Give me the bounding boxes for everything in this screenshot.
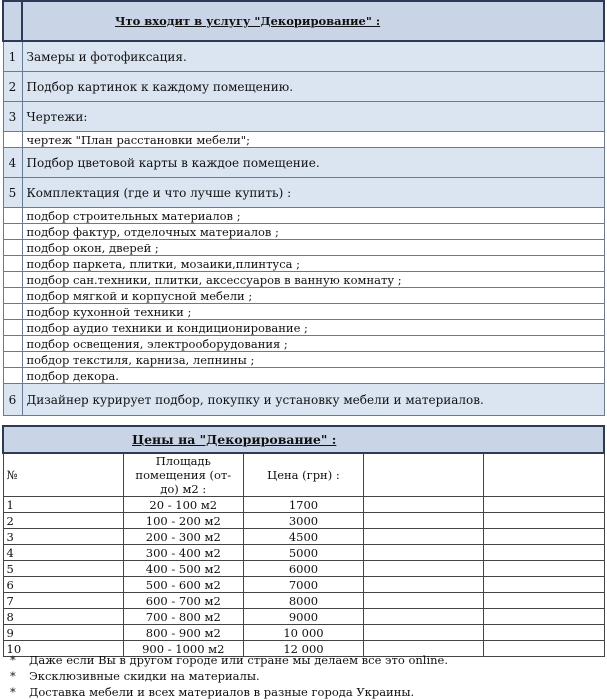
service-subitem-text: подбор освещения, электрооборудования ;	[22, 336, 604, 352]
price-row-price: 4500	[243, 529, 363, 545]
service-number	[3, 320, 22, 336]
price-row-area: 100 - 200 м2	[123, 513, 243, 529]
service-subrow	[3, 320, 604, 336]
service-row	[3, 148, 604, 178]
service-subitem-text: подбор декора.	[22, 368, 604, 384]
services-header-row	[3, 1, 604, 41]
price-row-area: 20 - 100 м2	[123, 497, 243, 513]
service-number	[3, 352, 22, 368]
price-row-empty-2	[484, 545, 604, 561]
service-number: 4	[3, 148, 22, 178]
price-row-price: 9000	[243, 609, 363, 625]
price-row-empty-1	[364, 609, 484, 625]
service-subrow	[3, 208, 604, 224]
service-number	[3, 208, 22, 224]
price-row-num: 5	[3, 561, 123, 577]
col-header-empty-1	[364, 453, 484, 497]
service-subrow	[3, 256, 604, 272]
service-number: 6	[3, 384, 22, 416]
price-row-empty-1	[364, 529, 484, 545]
note-bullet: *	[10, 669, 16, 683]
prices-title: Цены на "Декорирование" :	[3, 426, 604, 453]
price-row-num: 6	[3, 577, 123, 593]
price-row-empty-2	[484, 641, 604, 657]
service-subrow	[3, 352, 604, 368]
service-subitem-text: подбор мягкой и корпусной мебели ;	[22, 288, 604, 304]
price-row-empty-1	[364, 593, 484, 609]
price-row-empty-1	[364, 625, 484, 641]
price-row	[3, 625, 604, 641]
service-number: 2	[3, 72, 22, 102]
price-row-empty-2	[484, 593, 604, 609]
price-row-num: 4	[3, 545, 123, 561]
price-row	[3, 561, 604, 577]
service-subitem-text: подбор аудио техники и кондиционирование ;	[22, 320, 604, 336]
service-row	[3, 384, 604, 416]
service-text: Комплектация (где и что лучше купить) :	[22, 178, 604, 208]
service-subrow	[3, 240, 604, 256]
price-row-empty-2	[484, 625, 604, 641]
price-row-area: 600 - 700 м2	[123, 593, 243, 609]
service-subrow	[3, 132, 604, 148]
price-row-empty-2	[484, 513, 604, 529]
service-number	[3, 132, 22, 148]
service-text: Дизайнер курирует подбор, покупку и установку мебели и материалов.	[22, 384, 604, 416]
services-table	[2, 0, 605, 416]
service-text: Замеры и фотофиксация.	[22, 41, 604, 72]
price-row-price: 8000	[243, 593, 363, 609]
service-number	[3, 224, 22, 240]
service-number	[3, 304, 22, 320]
service-subrow	[3, 288, 604, 304]
price-row	[3, 497, 604, 513]
note-item	[10, 668, 448, 684]
service-subitem-text: чертеж "План расстановки мебели";	[22, 132, 604, 148]
price-row-price: 12 000	[243, 641, 363, 657]
service-number	[3, 256, 22, 272]
price-row-price: 10 000	[243, 625, 363, 641]
service-number: 3	[3, 102, 22, 132]
service-subitem-text: подбор сан.техники, плитки, аксессуаров в ванную комнату ;	[22, 272, 604, 288]
header-num-cell	[3, 1, 22, 41]
note-bullet: *	[10, 685, 16, 699]
service-subitem-text: побдор текстиля, карниза, лепнины ;	[22, 352, 604, 368]
price-row	[3, 513, 604, 529]
price-row-num: 1	[3, 497, 123, 513]
note-item	[10, 652, 448, 668]
service-text: Подбор цветовой карты в каждое помещение.	[22, 148, 604, 178]
price-row-empty-1	[364, 545, 484, 561]
service-subitem-text: подбор строительных материалов ;	[22, 208, 604, 224]
price-row-empty-2	[484, 609, 604, 625]
price-row-price: 1700	[243, 497, 363, 513]
service-number	[3, 288, 22, 304]
service-subitem-text: подбор окон, дверей ;	[22, 240, 604, 256]
price-row	[3, 529, 604, 545]
note-text: Доставка мебели и всех материалов в разные города Украины.	[29, 685, 415, 699]
service-row	[3, 178, 604, 208]
service-subrow	[3, 272, 604, 288]
price-row-num: 7	[3, 593, 123, 609]
price-row-empty-2	[484, 577, 604, 593]
notes-list	[10, 652, 448, 700]
service-text: Подбор картинок к каждому помещению.	[22, 72, 604, 102]
service-number	[3, 272, 22, 288]
price-row	[3, 593, 604, 609]
price-row-area: 700 - 800 м2	[123, 609, 243, 625]
price-row-empty-1	[364, 561, 484, 577]
price-row-price: 6000	[243, 561, 363, 577]
price-row	[3, 577, 604, 593]
price-row-num: 8	[3, 609, 123, 625]
price-row-area: 800 - 900 м2	[123, 625, 243, 641]
price-row	[3, 609, 604, 625]
service-subrow	[3, 224, 604, 240]
note-text: Даже если Вы в другом городе или стране мы делаем все это online.	[29, 653, 448, 667]
price-row	[3, 545, 604, 561]
price-row-area: 200 - 300 м2	[123, 529, 243, 545]
service-subrow	[3, 336, 604, 352]
service-row	[3, 41, 604, 72]
prices-header-row	[3, 453, 604, 497]
service-subrow	[3, 368, 604, 384]
price-row-price: 7000	[243, 577, 363, 593]
service-number: 1	[3, 41, 22, 72]
service-number	[3, 368, 22, 384]
price-row-empty-2	[484, 529, 604, 545]
price-row-price: 5000	[243, 545, 363, 561]
note-bullet: *	[10, 653, 16, 667]
price-row-empty-2	[484, 561, 604, 577]
prices-table	[2, 425, 605, 657]
price-row-empty-1	[364, 577, 484, 593]
service-number	[3, 240, 22, 256]
price-row-area: 400 - 500 м2	[123, 561, 243, 577]
price-row-num: 2	[3, 513, 123, 529]
price-row-empty-1	[364, 497, 484, 513]
note-item	[10, 684, 448, 700]
service-subitem-text: подбор кухонной техники ;	[22, 304, 604, 320]
price-row-num: 10	[3, 641, 123, 657]
price-row-area: 500 - 600 м2	[123, 577, 243, 593]
service-number	[3, 336, 22, 352]
service-row	[3, 72, 604, 102]
col-header-area: Площадь помещения (от-до) м2 :	[123, 453, 243, 497]
price-row-empty-1	[364, 513, 484, 529]
price-row-area: 300 - 400 м2	[123, 545, 243, 561]
note-text: Эксклюзивные скидки на материалы.	[29, 669, 260, 683]
col-header-empty-2	[484, 453, 604, 497]
price-row-num: 9	[3, 625, 123, 641]
services-title: Что входит в услугу "Декорирование" :	[22, 1, 604, 41]
service-subrow	[3, 304, 604, 320]
price-row-area: 900 - 1000 м2	[123, 641, 243, 657]
price-row-price: 3000	[243, 513, 363, 529]
service-number: 5	[3, 178, 22, 208]
service-subitem-text: подбор паркета, плитки, мозаики,плинтуса ;	[22, 256, 604, 272]
col-header-num: №	[3, 453, 123, 497]
service-row	[3, 102, 604, 132]
service-text: Чертежи:	[22, 102, 604, 132]
price-row-empty-2	[484, 497, 604, 513]
service-subitem-text: подбор фактур, отделочных материалов ;	[22, 224, 604, 240]
price-row-num: 3	[3, 529, 123, 545]
prices-title-row	[3, 426, 604, 453]
col-header-price: Цена (грн) :	[243, 453, 363, 497]
